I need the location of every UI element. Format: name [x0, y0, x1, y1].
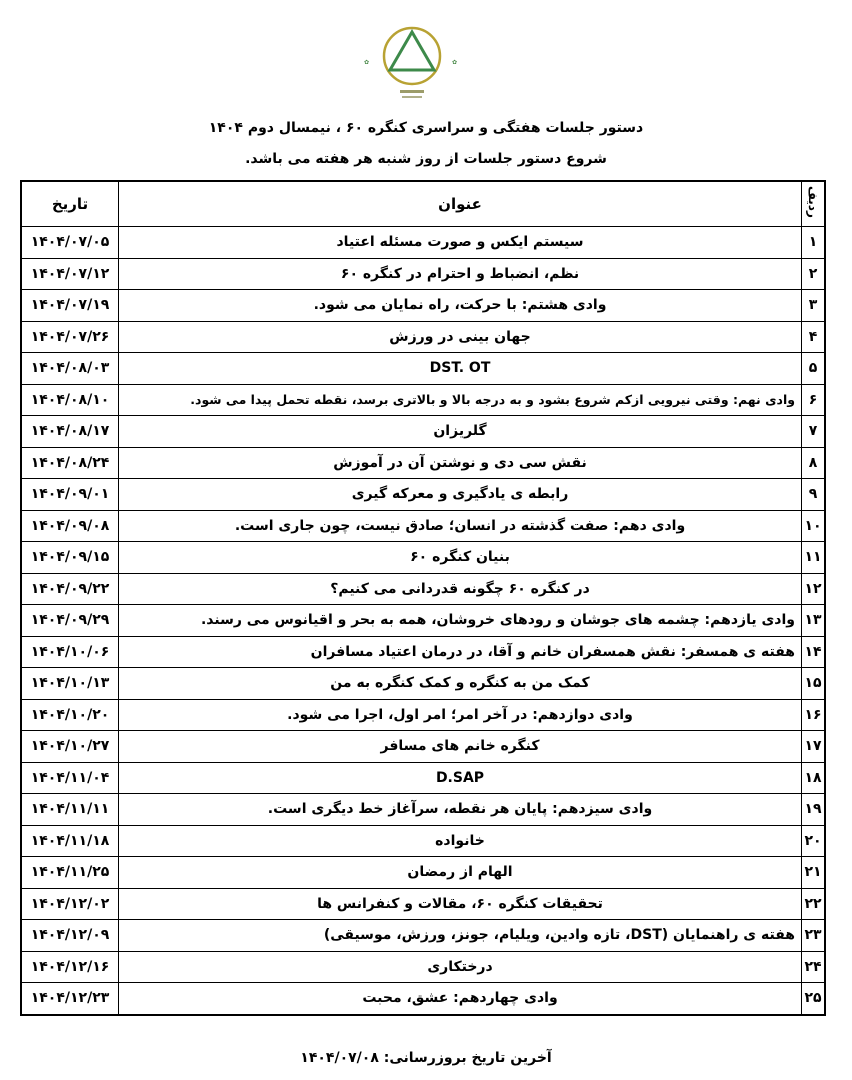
row-date: ۱۴۰۴/۱۱/۲۵	[21, 857, 119, 889]
row-title: وادی هشتم: با حرکت، راه نمایان می شود.	[119, 290, 802, 322]
row-number: ۲۲	[802, 888, 826, 920]
row-number: ۲۰	[802, 825, 826, 857]
table-row	[21, 857, 825, 889]
table-row	[21, 668, 825, 700]
row-title: در کنگره ۶۰ چگونه قدردانی می کنیم؟	[119, 573, 802, 605]
row-title: خانواده	[119, 825, 802, 857]
row-number: ۱۳	[802, 605, 826, 637]
row-date: ۱۴۰۴/۰۷/۱۲	[21, 258, 119, 290]
row-number: ۱۶	[802, 699, 826, 731]
row-number: ۲	[802, 258, 826, 290]
row-number: ۶	[802, 384, 826, 416]
table-row	[21, 605, 825, 637]
row-date: ۱۴۰۴/۰۸/۰۳	[21, 353, 119, 385]
row-title: D.SAP	[119, 762, 802, 794]
row-date: ۱۴۰۴/۱۰/۲۰	[21, 699, 119, 731]
row-title: وادی چهاردهم: عشق، محبت	[119, 983, 802, 1015]
row-title: گلریزان	[119, 416, 802, 448]
row-number: ۴	[802, 321, 826, 353]
row-number: ۲۵	[802, 983, 826, 1015]
row-title: وادی سیزدهم: پایان هر نقطه، سرآغاز خط دیگری است.	[119, 794, 802, 826]
table-row	[21, 573, 825, 605]
table-row	[21, 479, 825, 511]
row-title: وادی دهم: صفت گذشته در انسان؛ صادق نیست، چون جاری است.	[119, 510, 802, 542]
row-title: نقش سی دی و نوشتن آن در آموزش	[119, 447, 802, 479]
table-row	[21, 384, 825, 416]
table-row	[21, 825, 825, 857]
row-title: بنیان کنگره ۶۰	[119, 542, 802, 574]
table-row	[21, 794, 825, 826]
row-title: DST. OT	[119, 353, 802, 385]
row-title: هفته ی همسفر: نقش همسفران خانم و آقا، در درمان اعتیاد مسافران	[119, 636, 802, 668]
row-title: درختکاری	[119, 951, 802, 983]
row-number: ۱۷	[802, 731, 826, 763]
row-date: ۱۴۰۴/۰۸/۱۰	[21, 384, 119, 416]
table-row	[21, 416, 825, 448]
row-title: وادی یازدهم: چشمه های جوشان و رودهای خروشان، همه به بحر و اقیانوس می رسند.	[119, 605, 802, 637]
table-row	[21, 290, 825, 322]
row-number: ۱۴	[802, 636, 826, 668]
row-number: ۱۵	[802, 668, 826, 700]
table-row	[21, 951, 825, 983]
row-date: ۱۴۰۴/۰۹/۲۲	[21, 573, 119, 605]
row-number: ۹	[802, 479, 826, 511]
row-date: ۱۴۰۴/۱۲/۲۳	[21, 983, 119, 1015]
row-number: ۵	[802, 353, 826, 385]
table-row	[21, 699, 825, 731]
header-num: ردیف	[802, 181, 826, 227]
logo-left-mark: ✿	[364, 59, 370, 66]
row-number: ۲۴	[802, 951, 826, 983]
row-date: ۱۴۰۴/۱۱/۰۴	[21, 762, 119, 794]
document-subtitle: شروع دستور جلسات از روز شنبه هر هفته می باشد.	[245, 151, 607, 167]
document-title: دستور جلسات هفتگی و سراسری کنگره ۶۰ ، نیمسال دوم ۱۴۰۴	[208, 120, 644, 136]
row-number: ۳	[802, 290, 826, 322]
row-date: ۱۴۰۴/۱۰/۲۷	[21, 731, 119, 763]
table-row	[21, 510, 825, 542]
table-row	[21, 636, 825, 668]
row-number: ۲۱	[802, 857, 826, 889]
table-row	[21, 321, 825, 353]
header-title: عنوان	[119, 181, 802, 227]
row-title: الهام از رمضان	[119, 857, 802, 889]
table-row	[21, 920, 825, 952]
row-date: ۱۴۰۴/۱۱/۱۱	[21, 794, 119, 826]
header-date: تاریخ	[21, 181, 119, 227]
row-title: کنگره خانم های مسافر	[119, 731, 802, 763]
row-date: ۱۴۰۴/۰۹/۰۸	[21, 510, 119, 542]
row-number: ۱۲	[802, 573, 826, 605]
row-date: ۱۴۰۴/۰۸/۲۴	[21, 447, 119, 479]
row-date: ۱۴۰۴/۱۱/۱۸	[21, 825, 119, 857]
row-title: سیستم ایکس و صورت مسئله اعتیاد	[119, 227, 802, 259]
table-row	[21, 888, 825, 920]
row-date: ۱۴۰۴/۰۷/۲۶	[21, 321, 119, 353]
row-date: ۱۴۰۴/۱۲/۱۶	[21, 951, 119, 983]
row-date: ۱۴۰۴/۰۹/۲۹	[21, 605, 119, 637]
row-date: ۱۴۰۴/۰۸/۱۷	[21, 416, 119, 448]
row-date: ۱۴۰۴/۱۰/۱۳	[21, 668, 119, 700]
row-number: ۷	[802, 416, 826, 448]
table-row	[21, 227, 825, 259]
row-date: ۱۴۰۴/۰۷/۰۵	[21, 227, 119, 259]
row-date: ۱۴۰۴/۰۹/۱۵	[21, 542, 119, 574]
table-row	[21, 542, 825, 574]
row-number: ۱۸	[802, 762, 826, 794]
row-title: جهان بینی در ورزش	[119, 321, 802, 353]
row-date: ۱۴۰۴/۱۰/۰۶	[21, 636, 119, 668]
row-number: ۱	[802, 227, 826, 259]
table-row	[21, 762, 825, 794]
table-row	[21, 258, 825, 290]
row-date: ۱۴۰۴/۰۹/۰۱	[21, 479, 119, 511]
row-title: تحقیقات کنگره ۶۰، مقالات و کنفرانس ها	[119, 888, 802, 920]
row-date: ۱۴۰۴/۰۷/۱۹	[21, 290, 119, 322]
row-number: ۱۱	[802, 542, 826, 574]
row-number: ۲۳	[802, 920, 826, 952]
row-number: ۸	[802, 447, 826, 479]
schedule-table	[20, 180, 826, 1016]
logo-right-mark: ✿	[452, 59, 458, 66]
table-row	[21, 983, 825, 1015]
table-row	[21, 353, 825, 385]
row-date: ۱۴۰۴/۱۲/۰۹	[21, 920, 119, 952]
row-number: ۱۰	[802, 510, 826, 542]
row-title: وادی دوازدهم: در آخر امر؛ امر اول، اجرا می شود.	[119, 699, 802, 731]
row-title: کمک من به کنگره و کمک کنگره به من	[119, 668, 802, 700]
row-title: وادی نهم: وقتی نیرویی ازکم شروع بشود و به درجه بالا و بالاتری برسد، نقطه تحمل پیدا می شود.	[119, 384, 802, 416]
row-title: هفته ی راهنمایان (DST، تازه وادین، ویلیام، جونز، ورزش، موسیقی)	[119, 920, 802, 952]
row-number: ۱۹	[802, 794, 826, 826]
row-title: نظم، انضباط و احترام در کنگره ۶۰	[119, 258, 802, 290]
last-updated: آخرین تاریخ بروزرسانی: ۱۴۰۴/۰۷/۰۸	[300, 1050, 552, 1066]
row-title: رابطه ی یادگیری و معرکه گیری	[119, 479, 802, 511]
row-date: ۱۴۰۴/۱۲/۰۲	[21, 888, 119, 920]
congress-logo	[356, 12, 468, 108]
table-row	[21, 447, 825, 479]
table-header-row	[21, 181, 825, 227]
table-row	[21, 731, 825, 763]
